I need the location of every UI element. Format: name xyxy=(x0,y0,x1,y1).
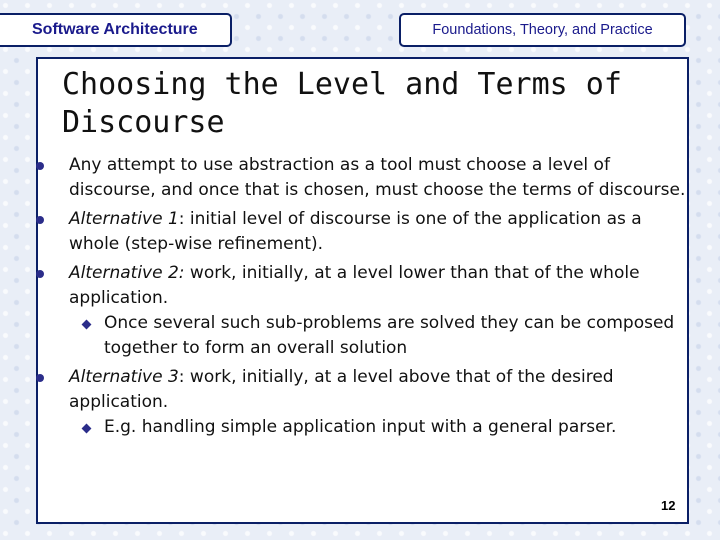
bullet-list xyxy=(34,153,690,444)
page-number: 12 xyxy=(661,498,676,513)
bullet-text: : work, initially, at a level above that of the desired application. xyxy=(69,367,614,412)
bullet-dot-icon xyxy=(36,162,44,170)
bullet-italic-label: Alternative 3 xyxy=(69,367,179,387)
bullet-item-3 xyxy=(34,261,690,361)
bullet-item-1 xyxy=(34,153,690,203)
sub-bullet-text: E.g. handling simple application input with a general parser. xyxy=(104,417,617,437)
slide-title-line-2: Discourse xyxy=(62,105,225,140)
bullet-item-2 xyxy=(34,207,690,257)
bullet-dot-icon xyxy=(36,374,44,382)
bullet-italic-label: Alternative 1 xyxy=(69,209,179,229)
header-course-title xyxy=(0,13,232,47)
subtitle-text: Foundations, Theory, and Practice xyxy=(432,22,653,38)
sub-bullet-item xyxy=(69,311,690,361)
diamond-bullet-icon xyxy=(82,424,92,434)
diamond-bullet-icon xyxy=(82,320,92,330)
slide-title xyxy=(62,66,682,142)
sub-bullet-text: Once several such sub-problems are solved they can be composed together to form an overall solution xyxy=(104,313,675,358)
bullet-dot-icon xyxy=(36,216,44,224)
header-subtitle xyxy=(399,13,686,47)
bullet-dot-icon xyxy=(36,270,44,278)
bullet-text: Any attempt to use abstraction as a tool must choose a level of discourse, and once that is chosen, must choose the terms of discourse. xyxy=(69,155,686,200)
course-title-text: Software Architecture xyxy=(32,21,198,38)
slide-title-line-1: Choosing the Level and Terms of xyxy=(62,67,622,102)
bullet-item-4 xyxy=(34,365,690,440)
bullet-italic-label: Alternative 2: xyxy=(69,263,185,283)
bullet-text: work, initially, at a level lower than that of the whole application. xyxy=(69,263,640,308)
sub-bullet-item xyxy=(69,415,690,440)
bullet-text: : initial level of discourse is one of the application as a whole (step-wise refinement). xyxy=(69,209,642,254)
